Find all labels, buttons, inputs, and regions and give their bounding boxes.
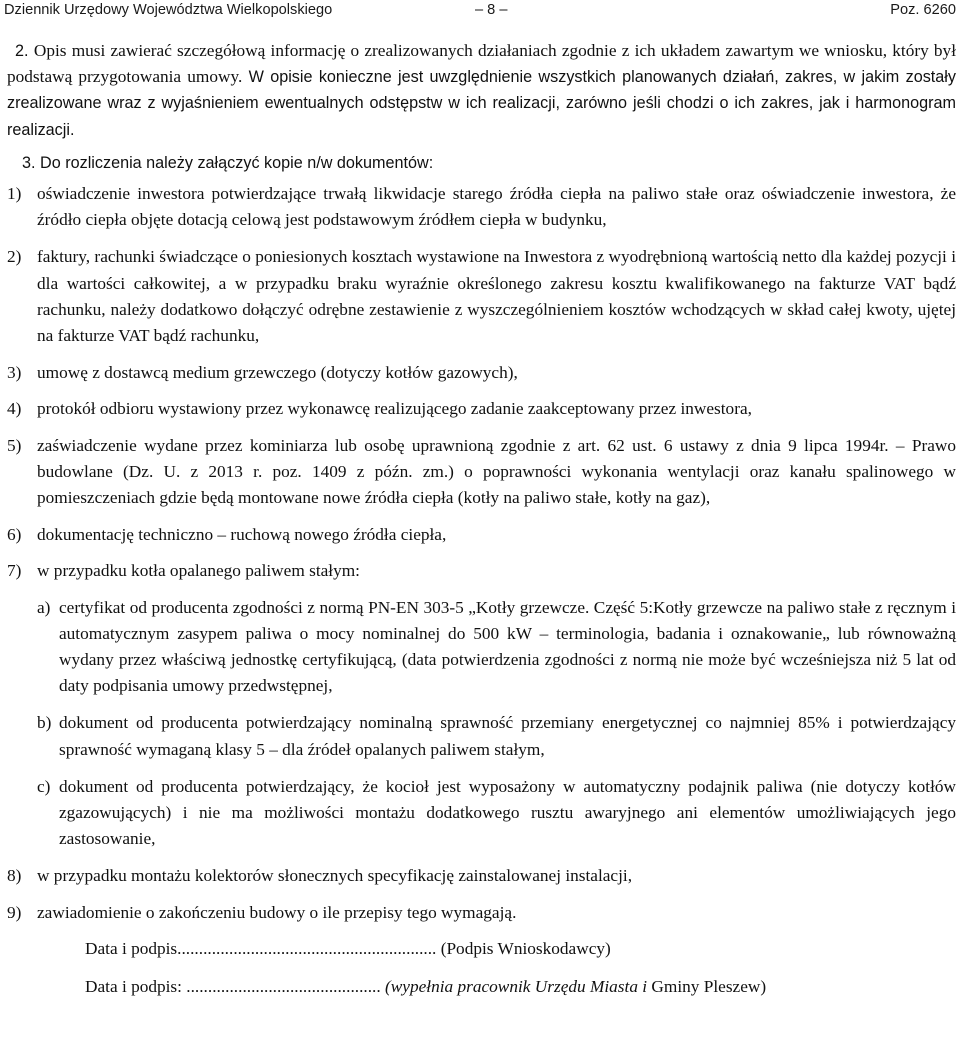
position-number: Poz. 6260 <box>890 2 956 18</box>
page-number: – 8 – <box>475 2 508 18</box>
section-3-paragraph <box>7 150 956 176</box>
applicant-signature-line <box>7 936 956 962</box>
sub-list-item <box>7 710 956 762</box>
section-2-number: 2. <box>15 42 29 60</box>
list-item-text: w przypadku kotła opalanego paliwem stałym: <box>37 561 360 581</box>
list-item <box>7 433 956 512</box>
list-item-text: zawiadomienie o zakończeniu budowy o ile przepisy tego wymagają. <box>37 902 517 922</box>
list-item-number: 6) <box>7 525 22 545</box>
list-item-number: 7) <box>7 561 22 581</box>
list-item <box>7 244 956 349</box>
clerk-signature-line <box>7 974 956 1000</box>
signature-label: Data i podpis............................................................ <box>85 938 437 958</box>
list-item <box>7 396 956 422</box>
sub-list-item-text: dokument od producenta potwierdzający, że kocioł jest wyposażony w automatyczny podajnik paliwa (nie dotyczy kotłów zgazowujących) i nie ma możliwości montażu dodatkowego rusztu awaryjnego ani elementów umożliwiających jego zastosowanie, <box>59 776 956 849</box>
document-body <box>7 38 956 1012</box>
signature-note-italic: (wypełnia pracownik Urzędu Miasta i <box>380 977 652 997</box>
list-item-number: 1) <box>7 184 22 204</box>
list-item-text: faktury, rachunki świadczące o poniesionych kosztach wystawione na Inwestora z wyodrębnioną wartością netto dla każdej pozycji i dla wartości całkowitej, a w przypadku braku wyraźnie określonego zakresu kosztu kwalifikowanego na fakturze VAT bądź rachunku, należy dodatkowo dołączyć odrębne zestawienie z wyszczególnieniem kosztów wchodzących w skład całej kwoty, ujętej na fakturze VAT bądź rachunku, <box>37 247 956 346</box>
signature-note: (Podpis Wnioskodawcy) <box>436 938 611 958</box>
page-header <box>4 0 956 20</box>
list-item <box>7 360 956 386</box>
sub-list-item <box>7 595 956 700</box>
list-item <box>7 522 956 548</box>
list-item <box>7 181 956 233</box>
list-item-number: 3) <box>7 363 22 383</box>
list-item-text: w przypadku montażu kolektorów słonecznych specyfikację zainstalowanej instalacji, <box>37 866 633 886</box>
sub-list-item-letter: b) <box>37 713 52 733</box>
signature-note-rest: Gminy Pleszew) <box>651 977 767 997</box>
sub-list-item-letter: a) <box>37 597 51 617</box>
list-item-text: zaświadczenie wydane przez kominiarza lub osobę uprawnioną zgodnie z art. 62 ust. 6 ustawy z dnia 9 lipca 1994r. – Prawo budowlane (Dz. U. z 2013 r. poz. 1409 z późn. zm.) o poprawności wykonania wentylacji oraz kanału spalinowego w pomieszczeniach gdzie będą montowane nowe źródła ciepła (kotły na paliwo stałe, kotły na gaz), <box>37 435 956 508</box>
list-item-number: 9) <box>7 902 22 922</box>
list-item-number: 5) <box>7 435 22 455</box>
list-item-text: dokumentację techniczno – ruchową nowego źródła ciepła, <box>37 525 447 545</box>
section-2-text-b: W opisie konieczne jest uwzględnienie wszystkich planowanych działań, zakres, w jakim zostały zrealizowane wraz z wyjaśnieniem ewentualnych odstępstw w ich realizacji, zarówno jeśli chodzi o ich zakres, jak i harmonogram realizacji. <box>7 68 956 139</box>
documents-list <box>7 181 956 926</box>
sub-list-item-text: certyfikat od producenta zgodności z normą PN-EN 303-5 „Kotły grzewcze. Część 5:Kotły grzewcze na paliwo stałe z ręcznym i automatycznym zasypem paliwa o mocy nominalnej do 500 kW – terminologia, badania i oznakowanie„ lub równoważną wydany przez właściwą jednostkę certyfikującą, (data potwierdzenia zgodności z normą nie może być wcześniejsza niż 5 lat od daty podpisania umowy przedwstępnej, <box>59 597 956 696</box>
sub-list-item-text: dokument od producenta potwierdzający nominalną sprawność przemiany energetycznej co najmniej 85% i potwierdzający sprawność wymaganą klasy 5 – dla źródeł opalanych paliwem stałym, <box>59 713 956 759</box>
journal-title: Dziennik Urzędowy Województwa Wielkopolskiego <box>4 2 333 18</box>
sub-list-item-letter: c) <box>37 776 51 796</box>
section-2-text-a: Opis musi zawierać szczegółową informację o zrealizowanych działaniach zgodnie z ich układem zawartym we wniosku, który był podstawą przygotowania umowy. <box>7 41 956 87</box>
list-item-number: 8) <box>7 866 22 886</box>
list-item-number: 2) <box>7 247 22 267</box>
list-item-text: umowę z dostawcą medium grzewczego (dotyczy kotłów gazowych), <box>37 363 518 383</box>
list-item <box>7 558 956 584</box>
list-item-text: oświadczenie inwestora potwierdzające trwałą likwidacje starego źródła ciepła na paliwo stałe oraz oświadczenie inwestora, że źródło ciepła objęte dotacją celową jest podstawowym źródłem ciepła w budynku, <box>37 184 956 230</box>
list-item <box>7 863 956 889</box>
list-item-number: 4) <box>7 399 22 419</box>
section-2-paragraph <box>7 38 956 143</box>
list-item-text: protokół odbioru wystawiony przez wykonawcę realizującego zadanie zaakceptowany przez inwestora, <box>37 399 752 419</box>
list-item <box>7 900 956 926</box>
sub-list-item <box>7 774 956 853</box>
section-3-number: 3. <box>22 153 36 172</box>
section-3-text: Do rozliczenia należy załączyć kopie n/w dokumentów: <box>40 153 434 172</box>
signature-label: Data i podpis: ............................................. <box>85 977 381 997</box>
